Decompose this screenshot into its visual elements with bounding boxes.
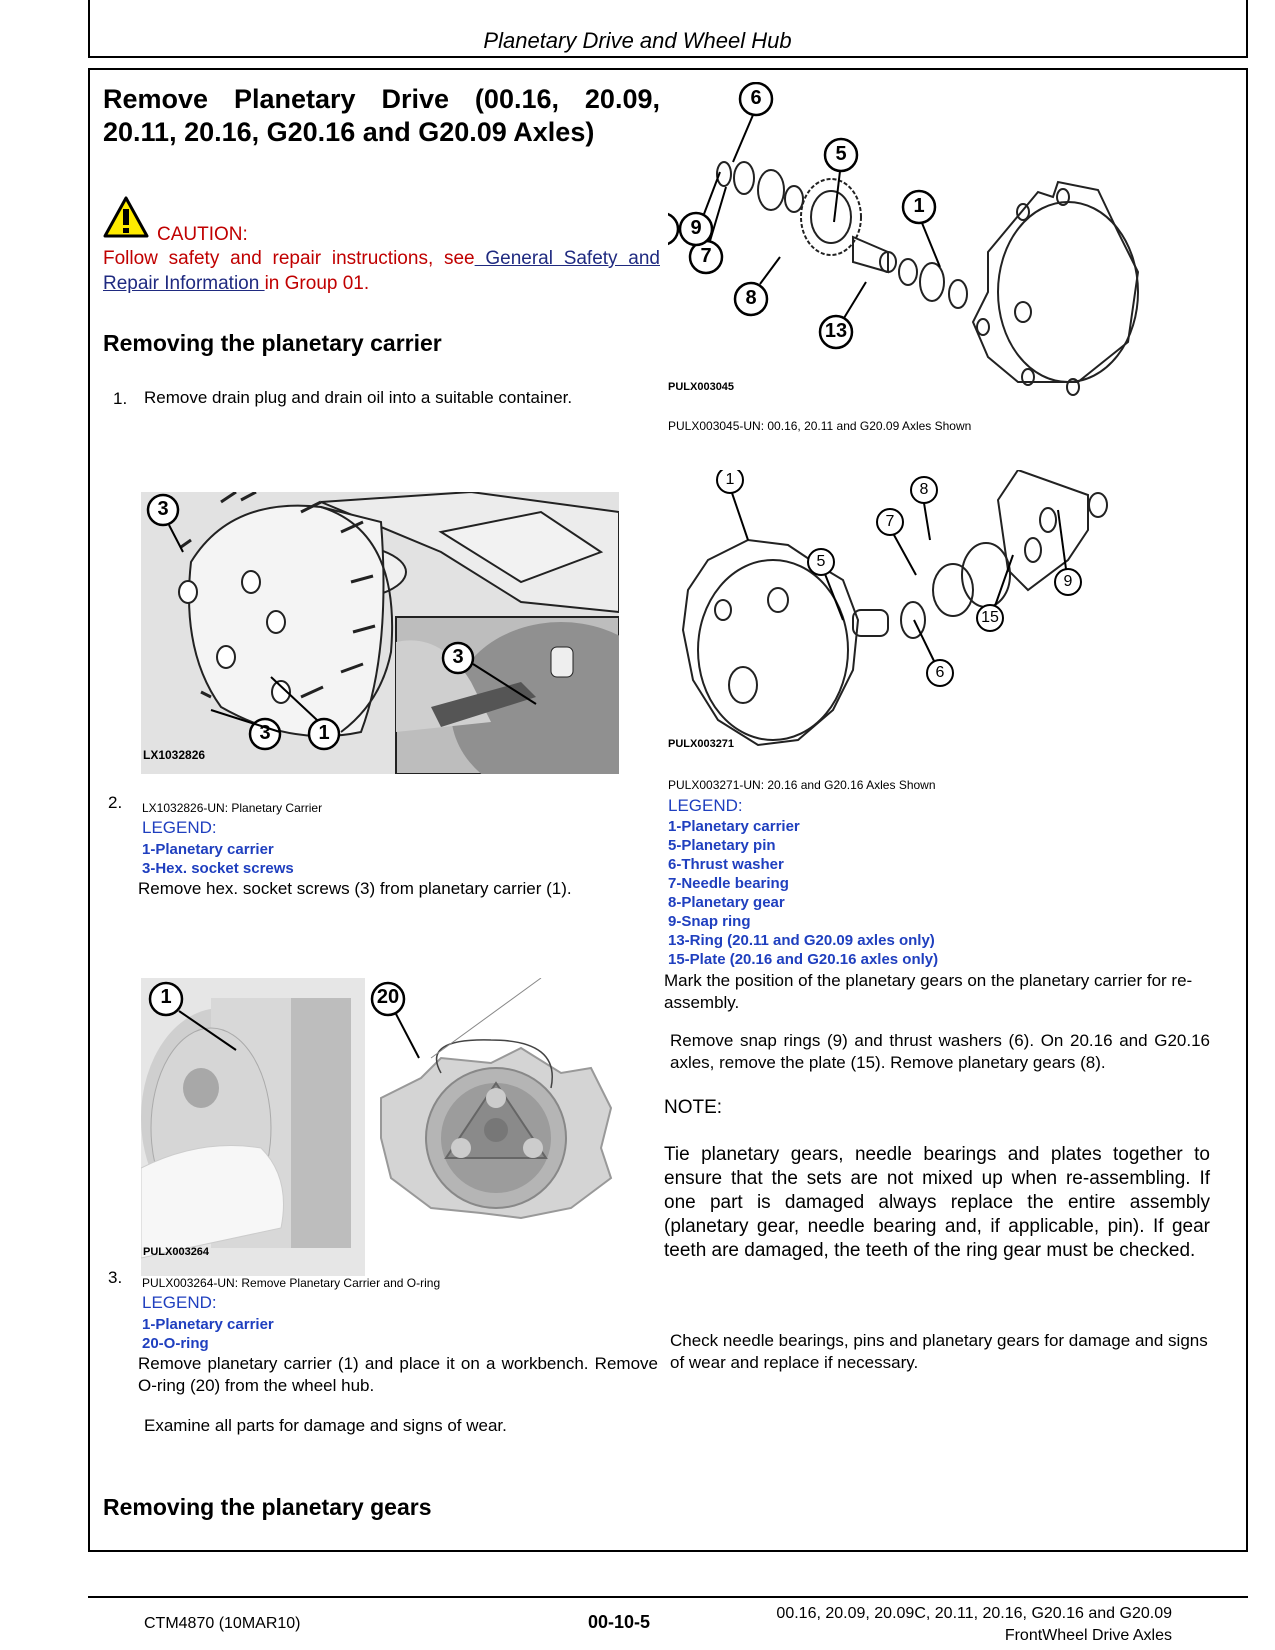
step-2-number: 2. — [108, 793, 123, 812]
legend-3-item: 9-Snap ring — [668, 913, 751, 930]
section-title: Remove Planetary Drive (00.16, 20.09, 20.11, 20.16, G20.16 and G20.09 Axles) — [103, 84, 660, 147]
figure-planetary-carrier-screws — [141, 492, 619, 774]
gears-heading: Removing the planetary gears — [103, 1494, 432, 1520]
legend-2-item: 1-Planetary carrier — [142, 1316, 274, 1333]
figure-2-caption: PULX003264-UN: Remove Planetary Carrier and O-ring — [142, 1276, 441, 1290]
figure-1-caption: LX1032826-UN: Planetary Carrier — [142, 801, 323, 815]
figure-3-code: PULX003045 — [668, 381, 735, 393]
footer-page-number: 00-10-5 — [588, 1612, 651, 1632]
callout-8: 8 — [745, 287, 757, 309]
legend-3-item: 15-Plate (20.16 and G20.16 axles only) — [668, 951, 939, 968]
callout-9: 9 — [1063, 573, 1073, 590]
legend-2-item: 20-O-ring — [142, 1335, 209, 1352]
legend-3-item: 1-Planetary carrier — [668, 818, 800, 835]
callout-9: 9 — [690, 217, 702, 239]
page-header-title: Planetary Drive and Wheel Hub — [483, 28, 792, 53]
figure-1-callouts — [141, 492, 619, 774]
callout-1: 1 — [318, 722, 330, 744]
caution-label: CAUTION: — [157, 224, 248, 245]
figure-planetary-parts-20-16 — [668, 470, 1148, 755]
callout-5: 5 — [816, 553, 826, 570]
callout-9-circle — [668, 82, 1148, 414]
callout-7: 7 — [885, 513, 895, 530]
legend-1-item: 3-Hex. socket screws — [142, 860, 294, 877]
figure-4-code: PULX003271 — [668, 738, 735, 750]
legend-3-item: 13-Ring (20.11 and G20.09 axles only) — [668, 932, 935, 949]
step-3-text: Remove planetary carrier (1) and place it on a workbench. Remove O-ring (20) from the wheel hub. — [138, 1354, 658, 1395]
warning-triangle-icon — [103, 196, 149, 238]
callout-1: 1 — [725, 471, 735, 488]
legend-1-item: 1-Planetary carrier — [142, 841, 274, 858]
callout-5: 5 — [835, 143, 847, 165]
step-1-number: 1. — [113, 389, 128, 408]
mark-position-text: Mark the position of the planetary gears on the planetary carrier for re-assembly. — [664, 971, 1193, 1012]
step-1-text: Remove drain plug and drain oil into a suitable container. — [144, 388, 573, 407]
callout-1: 1 — [913, 195, 925, 217]
legend-3-item: 7-Needle bearing — [668, 875, 789, 892]
callout-3a: 3 — [157, 498, 169, 520]
legend-1-heading: LEGEND: — [142, 818, 217, 837]
legend-3-item: 6-Thrust washer — [668, 856, 784, 873]
legend-3-item: 5-Planetary pin — [668, 837, 776, 854]
step-2-text: Remove hex. socket screws (3) from planetary carrier (1). — [138, 879, 572, 898]
figure-remove-carrier-oring — [141, 978, 619, 1276]
callout-7: 7 — [700, 245, 712, 267]
callout-6: 6 — [935, 664, 945, 681]
footer-subtitle: FrontWheel Drive Axles — [1004, 1627, 1172, 1644]
callout-8: 8 — [919, 481, 929, 498]
footer-models: 00.16, 20.09, 20.09C, 20.11, 20.16, G20.16 and G20.09 — [776, 1605, 1172, 1622]
callout-15: 15 — [981, 609, 999, 626]
note-label: NOTE: — [664, 1097, 723, 1118]
carrier-heading: Removing the planetary carrier — [103, 330, 442, 356]
legend-3-item: 8-Planetary gear — [668, 894, 785, 911]
note-text: Tie planetary gears, needle bearings and plates together to ensure that the sets are not mixed up when re-assembling. If one part is damaged always replace the entire assembly (planetary gear, needle bearing and, if applicable, pin). If gear teeth are damaged, the teeth of the ring gear must be checked. — [664, 1144, 1210, 1261]
caution-prefix: Follow safety and repair instructions, see — [103, 248, 475, 269]
step-3-number: 3. — [108, 1268, 123, 1287]
figure-4-caption: PULX003271-UN: 20.16 and G20.16 Axles Shown — [668, 778, 936, 792]
legend-3-heading: LEGEND: — [668, 796, 743, 815]
legend-2-heading: LEGEND: — [142, 1293, 217, 1312]
figure-1-code: LX1032826 — [143, 748, 206, 762]
figure-2-callouts — [141, 978, 619, 1276]
caution-text — [103, 246, 660, 296]
figure-2-code: PULX003264 — [143, 1246, 210, 1258]
callout-13: 13 — [824, 320, 848, 342]
examine-text: Examine all parts for damage and signs of wear. — [144, 1416, 507, 1435]
footer-rule — [88, 1596, 1248, 1598]
callout-1: 1 — [160, 986, 172, 1008]
remove-snap-rings-text: Remove snap rings (9) and thrust washers (6). On 20.16 and G20.16 axles, remove the plate (15). Remove planetary gears (8). — [670, 1031, 1210, 1072]
caution-suffix: in Group 01. — [264, 273, 370, 294]
figure-4-callouts — [668, 470, 1148, 755]
callout-3b: 3 — [452, 646, 464, 668]
callout-6: 6 — [750, 87, 762, 109]
figure-3-caption: PULX003045-UN: 00.16, 20.11 and G20.09 Axles Shown — [668, 419, 972, 433]
general-safety-link[interactable]: General Safety and Repair Information — [103, 248, 660, 294]
callout-20: 20 — [376, 986, 400, 1008]
check-bearings-text: Check needle bearings, pins and planetary gears for damage and signs of wear and replace if necessary. — [670, 1331, 1208, 1372]
callout-3c: 3 — [259, 722, 271, 744]
footer-doc-id: CTM4870 (10MAR10) — [144, 1615, 301, 1632]
figure-planetary-parts-exploded — [668, 82, 1148, 414]
